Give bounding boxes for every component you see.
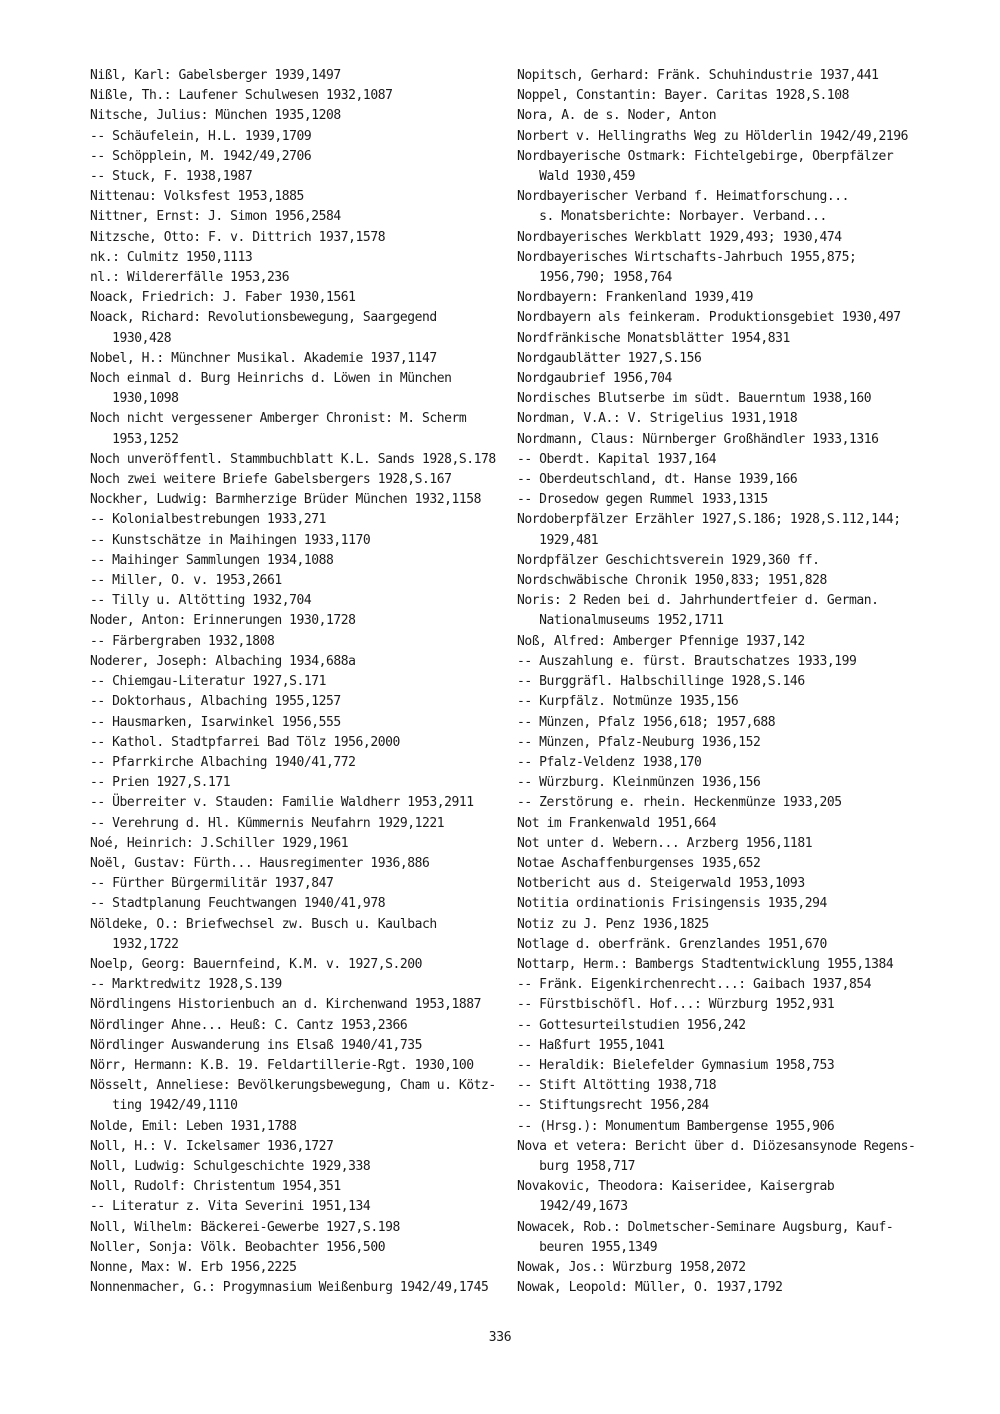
- index-entry: Nordoberpfälzer Erzähler 1927,S.186; 1928,S.112,144;: [517, 512, 901, 528]
- index-entry: Nordfränkische Monatsblätter 1954,831: [517, 330, 790, 346]
- index-entry: Nordbayern: Frankenland 1939,419: [517, 290, 754, 306]
- index-entry: -- Pfarrkirche Albaching 1940/41,772: [90, 754, 356, 770]
- index-entry: 1930,428: [90, 330, 172, 346]
- index-entry: Noll, H.: V. Ickelsamer 1936,1727: [90, 1138, 334, 1154]
- index-entry: -- Marktredwitz 1928,S.139: [90, 977, 282, 993]
- index-entry: Nopitsch, Gerhard: Fränk. Schuhindustrie 1937,441: [517, 68, 879, 83]
- index-entry: -- Kolonialbestrebungen 1933,271: [90, 512, 327, 528]
- index-entry: Nordbayern als feinkeram. Produktionsgebiet 1930,497: [517, 310, 901, 326]
- index-entry: Noder, Anton: Erinnerungen 1930,1728: [90, 613, 356, 629]
- index-entry: Nova et vetera: Bericht über d. Diözesansynode Regens-: [517, 1138, 916, 1154]
- index-entry: -- Schäufelein, H.L. 1939,1709: [90, 128, 312, 144]
- index-entry: -- Kunstschätze in Maihingen 1933,1170: [90, 532, 371, 548]
- index-column-left: [90, 66, 496, 1298]
- page-number: 336: [488, 1330, 512, 1345]
- index-entry: Nordschwäbische Chronik 1950,833; 1951,828: [517, 573, 827, 589]
- index-entry: Noël, Gustav: Fürth... Hausregimenter 1936,886: [90, 855, 430, 871]
- index-entry: Nowacek, Rob.: Dolmetscher-Seminare Augsburg, Kauf-: [517, 1219, 894, 1235]
- index-entry: -- Drosedow gegen Rummel 1933,1315: [517, 492, 768, 508]
- index-entry: Nordbayerisches Werkblatt 1929,493; 1930,474: [517, 229, 842, 245]
- index-entry: Nowak, Jos.: Würzburg 1958,2072: [517, 1259, 746, 1275]
- index-entry: Nordman, V.A.: V. Strigelius 1931,1918: [517, 411, 798, 427]
- index-entry: Nißle, Th.: Laufener Schulwesen 1932,1087: [90, 88, 393, 104]
- index-entry: Nottarp, Herm.: Bambergs Stadtentwicklung 1955,1384: [517, 956, 894, 972]
- index-entry: 1942/49,1673: [517, 1199, 628, 1215]
- index-entry: Noll, Ludwig: Schulgeschichte 1929,338: [90, 1158, 371, 1174]
- index-entry: Noderer, Joseph: Albaching 1934,688a: [90, 653, 356, 669]
- index-entry: 1929,481: [517, 532, 599, 548]
- index-entry: -- Miller, O. v. 1953,2661: [90, 573, 282, 589]
- index-entry: Noack, Richard: Revolutionsbewegung, Saargegend: [90, 310, 437, 326]
- index-entry: Noelp, Georg: Bauernfeind, K.M. v. 1927,S.200: [90, 956, 422, 972]
- index-entry: -- Auszahlung e. fürst. Brautschatzes 1933,199: [517, 653, 857, 669]
- index-entry: Nördlinger Auswanderung ins Elsaß 1940/41,735: [90, 1037, 422, 1053]
- index-entry: Nitzsche, Otto: F. v. Dittrich 1937,1578: [90, 229, 386, 245]
- index-entry: Noll, Wilhelm: Bäckerei-Gewerbe 1927,S.198: [90, 1219, 400, 1235]
- index-entry: -- Stadtplanung Feuchtwangen 1940/41,978: [90, 896, 386, 912]
- index-entry: -- Kurpfälz. Notmünze 1935,156: [517, 694, 739, 710]
- index-entry: Noll, Rudolf: Christentum 1954,351: [90, 1179, 341, 1195]
- index-entry: Noppel, Constantin: Bayer. Caritas 1928,S.108: [517, 88, 849, 104]
- index-entry: Notiz zu J. Penz 1936,1825: [517, 916, 709, 932]
- index-entry: nl.: Wildererfälle 1953,236: [90, 270, 290, 286]
- index-entry: nk.: Culmitz 1950,1113: [90, 249, 253, 265]
- index-entry: Norbert v. Hellingraths Weg zu Hölderlin 1942/49,2196: [517, 128, 908, 144]
- index-entry: -- Fürstbischöfl. Hof...: Würzburg 1952,931: [517, 997, 835, 1013]
- index-entry: Nitsche, Julius: München 1935,1208: [90, 108, 341, 124]
- index-entry: -- Münzen, Pfalz 1956,618; 1957,688: [517, 714, 776, 730]
- index-entry: Notae Aschaffenburgenses 1935,652: [517, 855, 761, 871]
- index-entry: Nörr, Hermann: K.B. 19. Feldartillerie-Rgt. 1930,100: [90, 1057, 474, 1073]
- index-entry: burg 1958,717: [517, 1158, 636, 1174]
- index-entry: -- Fränk. Eigenkirchenrecht...: Gaibach 1937,854: [517, 977, 872, 993]
- index-entry: Noch nicht vergessener Amberger Chronist: M. Scherm: [90, 411, 467, 427]
- index-entry: -- Färbergraben 1932,1808: [90, 633, 275, 649]
- index-entry: -- Oberdeutschland, dt. Hanse 1939,166: [517, 472, 798, 488]
- index-entry: Nittenau: Volksfest 1953,1885: [90, 189, 304, 205]
- index-entry: -- Pfalz-Veldenz 1938,170: [517, 754, 702, 770]
- index-entry: -- (Hrsg.): Monumentum Bambergense 1955,906: [517, 1118, 835, 1134]
- index-entry: Nordbayerische Ostmark: Fichtelgebirge, Oberpfälzer: [517, 148, 894, 164]
- index-entry: -- Stuck, F. 1938,1987: [90, 169, 253, 185]
- index-entry: Noch unveröffentl. Stammbuchblatt K.L. Sands 1928,S.178: [90, 451, 496, 467]
- index-entry: -- Stift Altötting 1938,718: [517, 1078, 717, 1094]
- index-entry: Nördlinger Ahne... Heuß: C. Cantz 1953,2366: [90, 1017, 408, 1033]
- index-entry: -- Maihinger Sammlungen 1934,1088: [90, 552, 334, 568]
- index-entry: -- Haßfurt 1955,1041: [517, 1037, 665, 1053]
- index-entry: Nördlingens Historienbuch an d. Kirchenwand 1953,1887: [90, 997, 481, 1013]
- index-entry: Noé, Heinrich: J.Schiller 1929,1961: [90, 835, 349, 851]
- index-entry: Notitia ordinationis Frisingensis 1935,294: [517, 896, 827, 912]
- index-entry: -- Gottesurteilstudien 1956,242: [517, 1017, 746, 1033]
- index-entry: Not im Frankenwald 1951,664: [517, 815, 717, 831]
- index-entry: ting 1942/49,1110: [90, 1098, 238, 1114]
- index-entry: Nordgaublätter 1927,S.156: [517, 350, 702, 366]
- index-entry: -- Doktorhaus, Albaching 1955,1257: [90, 694, 341, 710]
- index-entry: Nationalmuseums 1952,1711: [517, 613, 724, 629]
- index-entry: Not unter d. Webern... Arzberg 1956,1181: [517, 835, 813, 851]
- index-entry: Noch einmal d. Burg Heinrichs d. Löwen in München: [90, 371, 452, 387]
- index-entry: Nißl, Karl: Gabelsberger 1939,1497: [90, 68, 341, 83]
- index-entry: Notbericht aus d. Steigerwald 1953,1093: [517, 876, 805, 892]
- index-entry: -- Würzburg. Kleinmünzen 1936,156: [517, 775, 761, 791]
- index-entry: -- Oberdt. Kapital 1937,164: [517, 451, 717, 467]
- index-entry: -- Zerstörung e. rhein. Heckenmünze 1933,205: [517, 795, 842, 811]
- index-entry: -- Verehrung d. Hl. Kümmernis Neufahrn 1929,1221: [90, 815, 445, 831]
- index-entry: -- Tilly u. Altötting 1932,704: [90, 593, 312, 609]
- index-entry: beuren 1955,1349: [517, 1239, 658, 1255]
- index-entry: 1932,1722: [90, 936, 179, 952]
- index-entry: -- Literatur z. Vita Severini 1951,134: [90, 1199, 371, 1215]
- index-entry: Nowak, Leopold: Müller, O. 1937,1792: [517, 1280, 783, 1296]
- index-entry: Nockher, Ludwig: Barmherzige Brüder München 1932,1158: [90, 492, 481, 508]
- index-entry: Nonne, Max: W. Erb 1956,2225: [90, 1259, 297, 1275]
- index-entry: Noch zwei weitere Briefe Gabelsbergers 1928,S.167: [90, 472, 452, 488]
- index-entry: Nösselt, Anneliese: Bevölkerungsbewegung, Cham u. Kötz-: [90, 1078, 496, 1094]
- index-entry: Novakovic, Theodora: Kaiseridee, Kaisergrab: [517, 1179, 835, 1195]
- index-entry: Nöldeke, O.: Briefwechsel zw. Busch u. Kaulbach: [90, 916, 437, 932]
- index-entry: 1956,790; 1958,764: [517, 270, 672, 286]
- index-entry: Nordisches Blutserbe im südt. Bauerntum 1938,160: [517, 391, 872, 407]
- index-entry: -- Schöpplein, M. 1942/49,2706: [90, 148, 312, 164]
- index-entry: -- Burggräfl. Halbschillinge 1928,S.146: [517, 674, 805, 690]
- index-column-right: [517, 66, 917, 1298]
- index-entry: -- Münzen, Pfalz-Neuburg 1936,152: [517, 734, 761, 750]
- index-entry: Nordbayerischer Verband f. Heimatforschung...: [517, 189, 849, 205]
- index-entry: -- Fürther Bürgermilitär 1937,847: [90, 876, 334, 892]
- index-entry: -- Überreiter v. Stauden: Familie Waldherr 1953,2911: [90, 795, 474, 811]
- index-entry: -- Chiemgau-Literatur 1927,S.171: [90, 674, 327, 690]
- index-entry: -- Kathol. Stadtpfarrei Bad Tölz 1956,2000: [90, 734, 400, 750]
- index-entry: -- Heraldik: Bielefelder Gymnasium 1958,753: [517, 1057, 835, 1073]
- index-entry: Nordgaubrief 1956,704: [517, 371, 672, 387]
- index-entry: Nordmann, Claus: Nürnberger Großhändler 1933,1316: [517, 431, 879, 447]
- index-entry: Notlage d. oberfränk. Grenzlandes 1951,670: [517, 936, 827, 952]
- index-entry: s. Monatsberichte: Norbayer. Verband...: [517, 209, 827, 225]
- index-entry: Noris: 2 Reden bei d. Jahrhundertfeier d. German.: [517, 593, 879, 609]
- index-entry: Noller, Sonja: Völk. Beobachter 1956,500: [90, 1239, 386, 1255]
- index-entry: 1930,1098: [90, 391, 179, 407]
- index-entry: Noack, Friedrich: J. Faber 1930,1561: [90, 290, 356, 306]
- index-entry: Nordpfälzer Geschichtsverein 1929,360 ff.: [517, 552, 820, 568]
- index-entry: Nordbayerisches Wirtschafts-Jahrbuch 1955,875;: [517, 249, 857, 265]
- index-entry: Noß, Alfred: Amberger Pfennige 1937,142: [517, 633, 805, 649]
- index-entry: Nobel, H.: Münchner Musikal. Akademie 1937,1147: [90, 350, 437, 366]
- index-entry: Nora, A. de s. Noder, Anton: [517, 108, 717, 124]
- index-entry: Nittner, Ernst: J. Simon 1956,2584: [90, 209, 341, 225]
- index-entry: Wald 1930,459: [517, 169, 636, 185]
- index-entry: -- Prien 1927,S.171: [90, 775, 231, 791]
- index-entry: 1953,1252: [90, 431, 179, 447]
- index-entry: -- Hausmarken, Isarwinkel 1956,555: [90, 714, 341, 730]
- index-entry: Nolde, Emil: Leben 1931,1788: [90, 1118, 297, 1134]
- index-entry: Nonnenmacher, G.: Progymnasium Weißenburg 1942/49,1745: [90, 1280, 489, 1296]
- index-entry: -- Stiftungsrecht 1956,284: [517, 1098, 709, 1114]
